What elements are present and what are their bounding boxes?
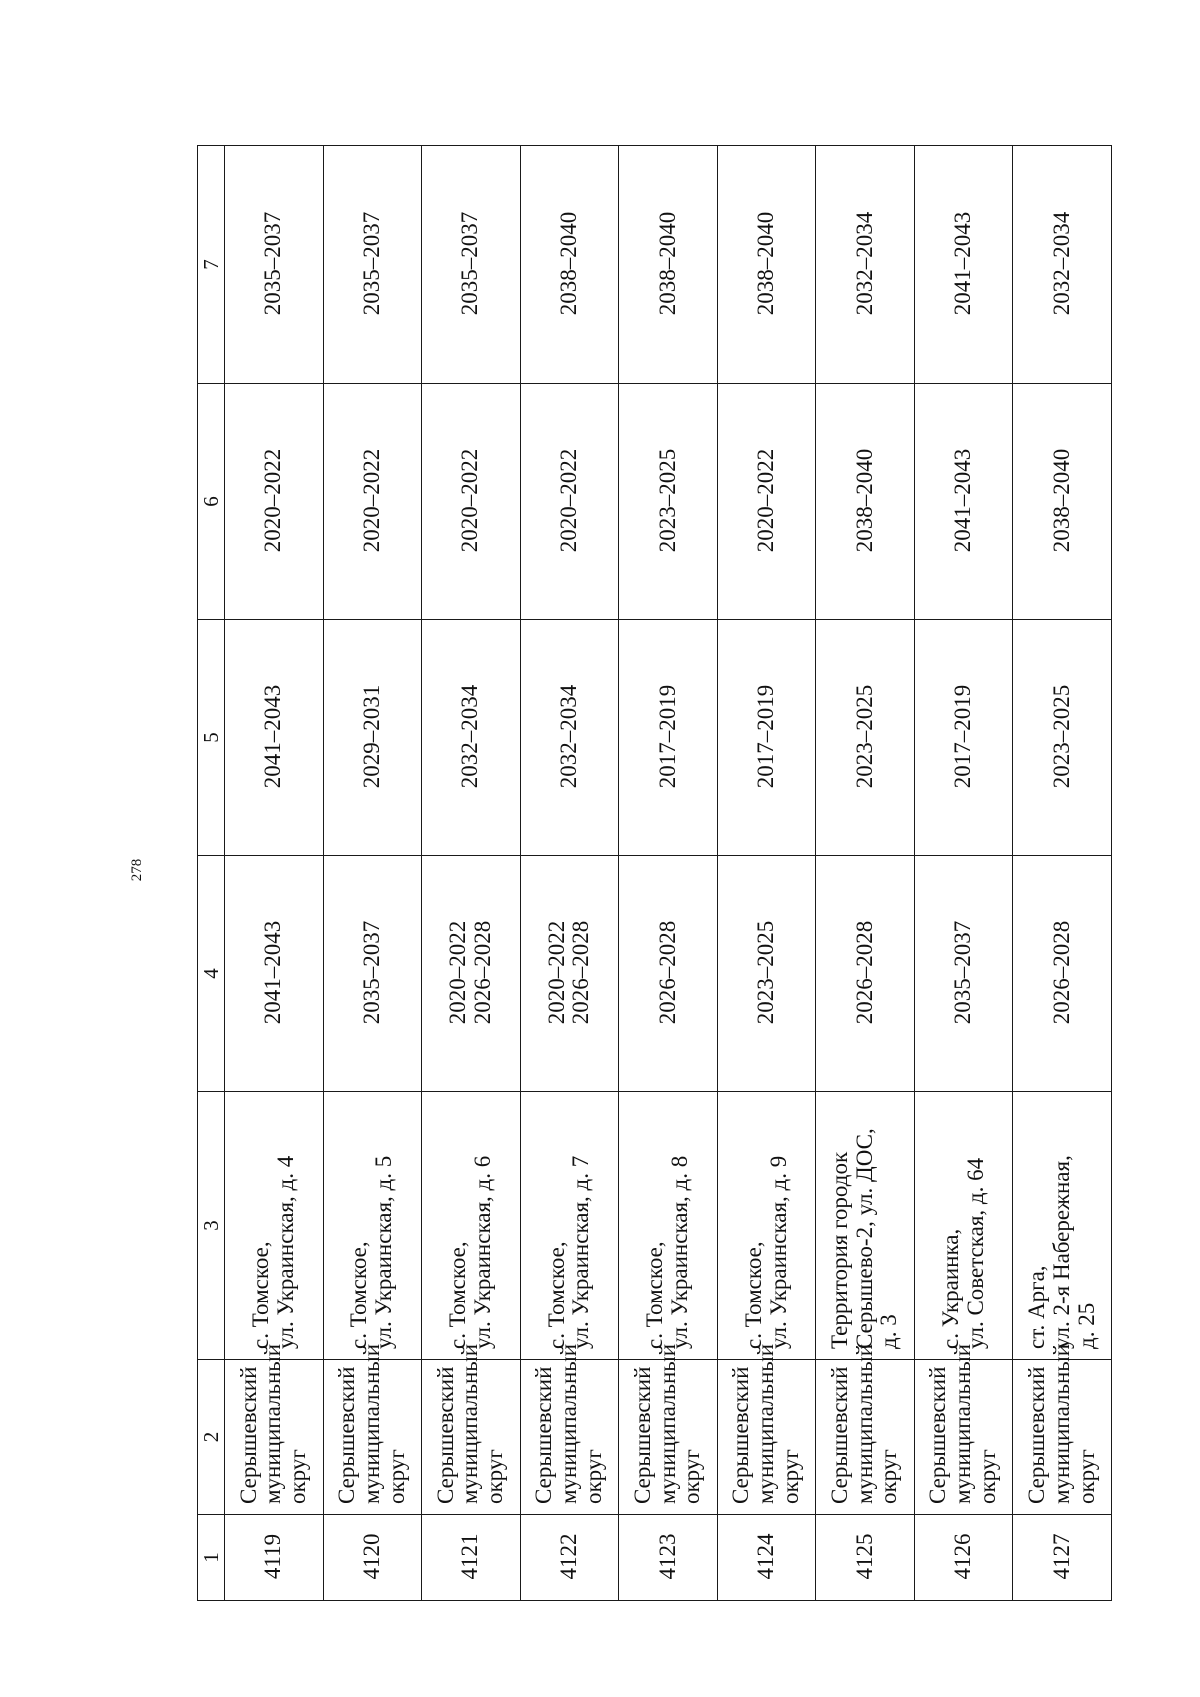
cell-line: 2026–2028 — [568, 920, 594, 1025]
address-cell — [816, 1092, 915, 1360]
period-col5-cell: 2023–2025 — [1013, 620, 1112, 856]
row-number-cell: 4126 — [914, 1515, 1013, 1601]
period-col7-cell: 2041–2043 — [914, 146, 1013, 384]
cell-line: с. Томское, — [247, 1241, 273, 1349]
district-cell: Серышевский муниципальный округ — [520, 1360, 619, 1515]
cell-line: 2020–2022 — [543, 920, 569, 1025]
address-cell — [717, 1092, 816, 1360]
cell-line: д. 3 — [876, 1314, 902, 1349]
address-cell — [520, 1092, 619, 1360]
period-col6-cell: 2023–2025 — [619, 384, 718, 620]
period-col5-cell: 2032–2034 — [520, 620, 619, 856]
district-cell: Серышевский муниципальный округ — [323, 1360, 422, 1515]
address-cell — [225, 1092, 324, 1360]
period-col6-cell: 2020–2022 — [323, 384, 422, 620]
row-number-cell: 4119 — [225, 1515, 324, 1601]
period-col6-cell: 2020–2022 — [422, 384, 521, 620]
cell-line: с. Томское, — [445, 1241, 471, 1349]
table-row — [1013, 146, 1112, 1601]
cell-line: 2035–2037 — [950, 920, 976, 1025]
table-row — [717, 146, 816, 1601]
period-col4-cell — [225, 856, 324, 1092]
table-row — [323, 146, 422, 1601]
column-header-6: 6 — [198, 384, 225, 620]
period-col5-cell: 2017–2019 — [619, 620, 718, 856]
district-cell: Серышевский муниципальный округ — [422, 1360, 521, 1515]
period-col5-cell: 2032–2034 — [422, 620, 521, 856]
cell-line: ул. Советская, д. 64 — [962, 1157, 988, 1349]
cell-line: ул. Украинская, д. 4 — [272, 1155, 298, 1349]
address-cell — [422, 1092, 521, 1360]
cell-line: с. Томское, — [642, 1241, 668, 1349]
address-cell — [323, 1092, 422, 1360]
cell-line: с. Украинка, — [937, 1228, 963, 1349]
cell-line: ул. Украинская, д. 6 — [469, 1155, 495, 1349]
page-number: 278 — [129, 858, 145, 882]
district-cell: Серышевский муниципальный округ — [1013, 1360, 1112, 1515]
row-number-cell: 4124 — [717, 1515, 816, 1601]
cell-line: Территория городок — [826, 1151, 852, 1349]
period-col7-cell: 2032–2034 — [816, 146, 915, 384]
table-row — [816, 146, 915, 1601]
schedule-table — [197, 145, 1112, 1601]
table-container — [197, 146, 1112, 1601]
cell-line: 2026–2028 — [654, 920, 680, 1025]
period-col4-cell — [914, 856, 1013, 1092]
period-col5-cell: 2041–2043 — [225, 620, 324, 856]
table-row — [619, 146, 718, 1601]
table-row — [422, 146, 521, 1601]
period-col7-cell: 2032–2034 — [1013, 146, 1112, 384]
cell-line: с. Томское, — [740, 1241, 766, 1349]
column-header-3: 3 — [198, 1092, 225, 1360]
district-cell: Серышевский муниципальный округ — [225, 1360, 324, 1515]
address-cell — [1013, 1092, 1112, 1360]
cell-line: 2020–2022 — [445, 920, 471, 1025]
address-cell — [619, 1092, 718, 1360]
cell-line: ул. Украинская, д. 8 — [666, 1155, 692, 1349]
district-cell: Серышевский муниципальный округ — [914, 1360, 1013, 1515]
cell-line: 2026–2028 — [469, 920, 495, 1025]
column-header-4: 4 — [198, 856, 225, 1092]
period-col6-cell: 2038–2040 — [1013, 384, 1112, 620]
cell-line: 2023–2025 — [753, 920, 779, 1025]
period-col7-cell: 2035–2037 — [323, 146, 422, 384]
cell-line: 2026–2028 — [1048, 920, 1074, 1025]
header-row — [198, 146, 225, 1601]
cell-line: ул. Украинская, д. 5 — [371, 1155, 397, 1349]
column-header-5: 5 — [198, 620, 225, 856]
cell-line: ул. 2-я Набережная, — [1048, 1155, 1074, 1349]
period-col7-cell: 2038–2040 — [619, 146, 718, 384]
cell-line: д. 25 — [1073, 1302, 1099, 1349]
table-row — [225, 146, 324, 1601]
period-col7-cell: 2038–2040 — [520, 146, 619, 384]
period-col4-cell — [1013, 856, 1112, 1092]
period-col5-cell: 2017–2019 — [717, 620, 816, 856]
period-col6-cell: 2020–2022 — [717, 384, 816, 620]
cell-line: ул. Украинская, д. 9 — [765, 1155, 791, 1349]
period-col4-cell — [717, 856, 816, 1092]
cell-line: ул. Украинская, д. 7 — [568, 1155, 594, 1349]
cell-line: 2026–2028 — [851, 920, 877, 1025]
table-row — [520, 146, 619, 1601]
cell-line: с. Томское, — [346, 1241, 372, 1349]
period-col4-cell — [816, 856, 915, 1092]
rotated-table-frame — [197, 146, 1112, 1601]
column-header-1: 1 — [198, 1515, 225, 1601]
row-number-cell: 4121 — [422, 1515, 521, 1601]
period-col7-cell: 2035–2037 — [422, 146, 521, 384]
period-col6-cell: 2041–2043 — [914, 384, 1013, 620]
period-col7-cell: 2038–2040 — [717, 146, 816, 384]
period-col5-cell: 2017–2019 — [914, 620, 1013, 856]
cell-line: 2041–2043 — [260, 920, 286, 1025]
column-header-7: 7 — [198, 146, 225, 384]
address-cell — [914, 1092, 1013, 1360]
column-header-2: 2 — [198, 1360, 225, 1515]
row-number-cell: 4122 — [520, 1515, 619, 1601]
cell-line: Серышево-2, ул. ДОС, — [851, 1128, 877, 1349]
table-row — [914, 146, 1013, 1601]
row-number-cell: 4123 — [619, 1515, 718, 1601]
row-number-cell: 4125 — [816, 1515, 915, 1601]
row-number-cell: 4127 — [1013, 1515, 1112, 1601]
period-col6-cell: 2038–2040 — [816, 384, 915, 620]
row-number-cell: 4120 — [323, 1515, 422, 1601]
period-col4-cell — [520, 856, 619, 1092]
period-col4-cell — [422, 856, 521, 1092]
district-cell: Серышевский муниципальный округ — [816, 1360, 915, 1515]
period-col7-cell: 2035–2037 — [225, 146, 324, 384]
period-col5-cell: 2029–2031 — [323, 620, 422, 856]
cell-line: ст. Арга, — [1023, 1265, 1049, 1349]
district-cell: Серышевский муниципальный округ — [619, 1360, 718, 1515]
cell-line: 2035–2037 — [358, 920, 384, 1025]
cell-line: с. Томское, — [543, 1241, 569, 1349]
period-col4-cell — [619, 856, 718, 1092]
period-col6-cell: 2020–2022 — [225, 384, 324, 620]
period-col6-cell: 2020–2022 — [520, 384, 619, 620]
table-body — [225, 146, 1112, 1601]
period-col5-cell: 2023–2025 — [816, 620, 915, 856]
district-cell: Серышевский муниципальный округ — [717, 1360, 816, 1515]
period-col4-cell — [323, 856, 422, 1092]
